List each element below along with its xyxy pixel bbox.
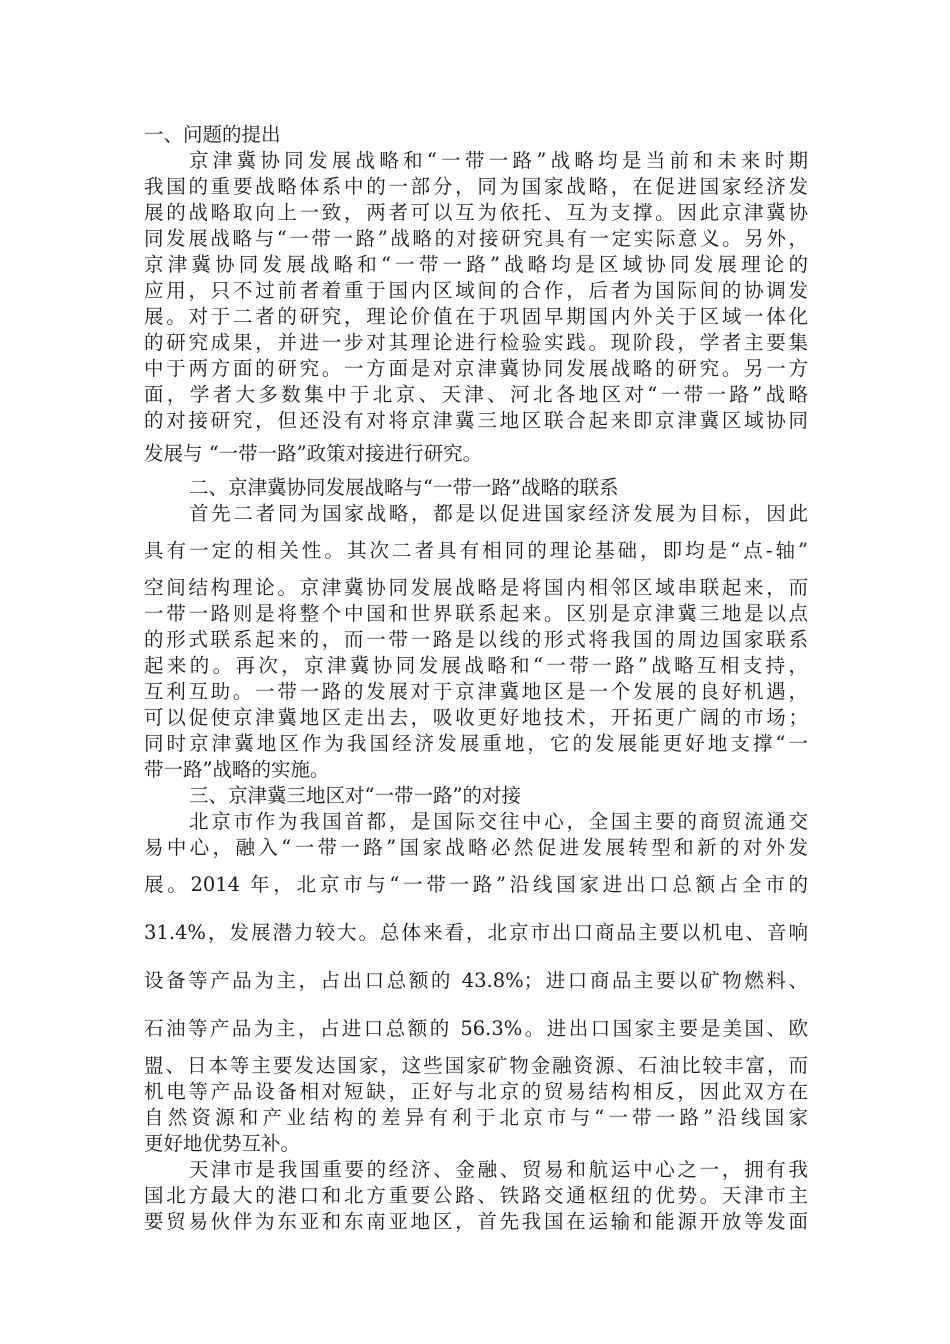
section-heading-3: 三、京津冀三地区对“一带一路”的对接 <box>189 784 521 807</box>
paragraph-line: 的形式联系起来的，而一带一路是以线的形式将我国的周边国家联系 <box>144 628 808 651</box>
paragraph-line: 更好地优势互补。 <box>144 1132 301 1155</box>
paragraph-line: 自然资源和产业结构的差异有利于北京市与“一带一路”沿线国家 <box>144 1106 808 1129</box>
paragraph-line: 发展与 “一带一路”政策对接进行研究。 <box>144 442 483 465</box>
paragraph-line: 要贸易伙伴为东亚和东南亚地区，首先我国在运输和能源开放等发面 <box>144 1210 808 1233</box>
paragraph-line: 可以促使京津冀地区走出去，吸收更好地技术，开拓更广阔的市场； <box>144 706 808 729</box>
paragraph-line: 首先二者同为国家战略，都是以促进国家经济发展为目标，因此 <box>189 502 808 525</box>
paragraph-line: 同时京津冀地区作为我国经济发展重地，它的发展能更好地支撑“一 <box>144 732 808 755</box>
paragraph-line: 具有一定的相关性。其次二者具有相同的理论基础，即均是“点-轴” <box>144 539 808 562</box>
paragraph-line: 石油等产品为主，占进口总额的 56.3%。进出口国家主要是美国、欧 <box>144 1017 808 1040</box>
section-heading-1: 一、问题的提出 <box>144 123 281 146</box>
paragraph-line: 空间结构理论。京津冀协同发展战略是将国内相邻区域串联起来，而 <box>144 576 808 599</box>
paragraph-line: 易中心，融入“一带一路”国家战略必然促进发展转型和新的对外发 <box>144 836 808 859</box>
paragraph-line: 展的战略取向上一致，两者可以互为依托、互为支撑。因此京津冀协 <box>144 201 808 224</box>
paragraph-line: 展。对于二者的研究，理论价值在于巩固早期国内外关于区域一体化 <box>144 305 808 328</box>
paragraph-line: 互利互助。一带一路的发展对于京津冀地区是一个发展的良好机遇， <box>144 680 808 703</box>
paragraph-line: 起来的。再次，京津冀协同发展战略和“一带一路”战略互相支持， <box>144 654 808 677</box>
paragraph-line: 展。2014 年，北京市与“一带一路”沿线国家进出口总额占全市的 <box>144 873 808 896</box>
paragraph-line: 设备等产品为主，占出口总额的 43.8%；进口商品主要以矿物燃料、 <box>144 969 808 992</box>
paragraph-line: 北京市作为我国首都，是国际交往中心，全国主要的商贸流通交 <box>189 810 808 833</box>
paragraph-line: 我国的重要战略体系中的一部分，同为国家战略，在促进国家经济发 <box>144 175 808 198</box>
paragraph-line: 带一路”战略的实施。 <box>144 758 330 781</box>
paragraph-line: 京津冀协同发展战略和“一带一路”战略均是区域协同发展理论的 <box>144 253 808 276</box>
paragraph-line: 同发展战略与“一带一路”战略的对接研究具有一定实际意义。另外， <box>144 227 808 250</box>
paragraph-line: 京津冀协同发展战略和“一带一路”战略均是当前和未来时期 <box>189 149 808 172</box>
paragraph-line: 天津市是我国重要的经济、金融、贸易和航运中心之一，拥有我 <box>189 1158 808 1181</box>
paragraph-line: 中于两方面的研究。一方面是对京津冀协同发展战略的研究。另一方 <box>144 357 808 380</box>
paragraph-line: 的对接研究，但还没有对将京津冀三地区联合起来即京津冀区域协同 <box>144 409 808 432</box>
paragraph-line: 机电等产品设备相对短缺，正好与北京的贸易结构相反，因此双方在 <box>144 1080 808 1103</box>
paragraph-line: 31.4%，发展潜力较大。总体来看，北京市出口商品主要以机电、音响 <box>144 921 808 944</box>
paragraph-line: 国北方最大的港口和北方重要公路、铁路交通枢纽的优势。天津市主 <box>144 1184 808 1207</box>
paragraph-line: 面，学者大多数集中于北京、天津、河北各地区对“一带一路”战略 <box>144 383 808 406</box>
section-heading-2: 二、京津冀协同发展战略与“一带一路”战略的联系 <box>189 476 619 499</box>
paragraph-line: 的研究成果，并进一步对其理论进行检验实践。现阶段，学者主要集 <box>144 331 808 354</box>
paragraph-line: 盟、日本等主要发达国家，这些国家矿物金融资源、石油比较丰富，而 <box>144 1054 808 1077</box>
paragraph-line: 一带一路则是将整个中国和世界联系起来。区别是京津冀三地是以点 <box>144 602 808 625</box>
paragraph-line: 应用，只不过前者着重于国内区域间的合作，后者为国际间的协调发 <box>144 279 808 302</box>
